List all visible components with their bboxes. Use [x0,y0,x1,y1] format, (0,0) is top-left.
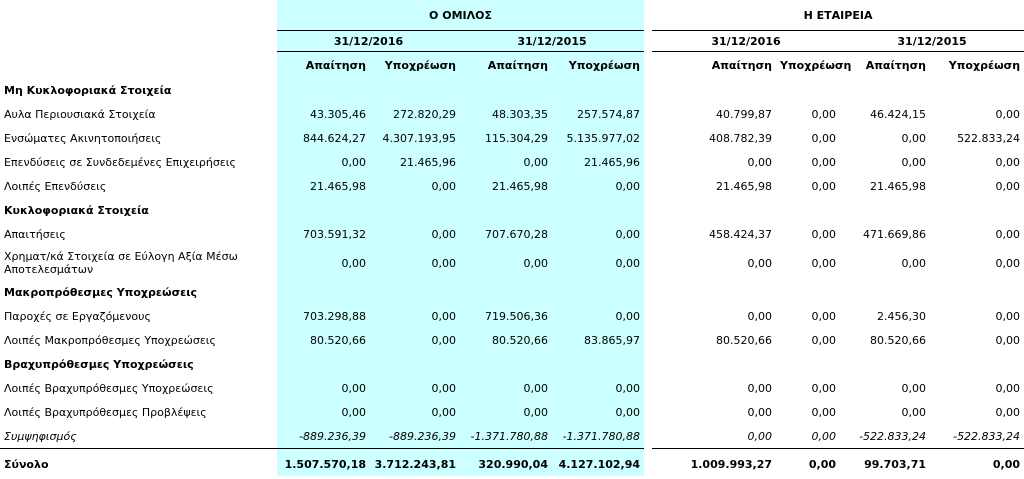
value-cell: 21.465,98 [277,174,370,198]
empty-cell [370,198,460,222]
value-cell: 0,00 [370,328,460,352]
table-row [0,328,1024,352]
date-header: 31/12/2016 [652,31,840,52]
value-cell: 0,00 [930,376,1024,400]
empty-cell [552,78,644,102]
empty-cell [277,198,370,222]
value-cell: 0,00 [930,102,1024,126]
value-cell: 0,00 [460,246,552,280]
empty-cell [460,280,552,304]
value-cell: 0,00 [776,400,840,424]
header-gap [644,0,652,31]
value-cell: 408.782,39 [652,126,776,150]
value-cell: 0,00 [776,174,840,198]
section-label: Μη Κυκλοφοριακά Στοιχεία [0,78,277,102]
value-cell: 0,00 [460,150,552,174]
value-cell: 707.670,28 [460,222,552,246]
section-row [0,78,1024,102]
value-cell: 0,00 [277,150,370,174]
row-label: Συμψηφισμός [0,424,277,449]
value-cell: 21.465,96 [552,150,644,174]
value-cell: 80.520,66 [460,328,552,352]
table-row [0,376,1024,400]
value-cell: 21.465,98 [460,174,552,198]
empty-cell [840,280,930,304]
row-label: Επενδύσεις σε Συνδεδεμένες Επιχειρήσεις [0,150,277,174]
column-header: Απαίτηση [460,52,552,79]
value-cell: 83.865,97 [552,328,644,352]
column-gap [644,150,652,174]
empty-cell [552,280,644,304]
table-row [0,304,1024,328]
row-label: Λοιπές Μακροπρόθεσμες Υποχρεώσεις [0,328,277,352]
value-cell: 257.574,87 [552,102,644,126]
empty-cell [460,198,552,222]
table-row [0,222,1024,246]
value-cell: 0,00 [370,304,460,328]
empty-cell [460,78,552,102]
header-gap [644,52,652,79]
value-cell: 0,00 [776,304,840,328]
section-label: Μακροπρόθεσμες Υποχρεώσεις [0,280,277,304]
value-cell: 0,00 [370,400,460,424]
empty-cell [644,198,652,222]
column-header: Υποχρέωση [776,52,840,79]
row-label: Παροχές σε Εργαζόμενους [0,304,277,328]
table-row [0,424,1024,449]
value-cell: 458.424,37 [652,222,776,246]
empty-cell [652,352,776,376]
column-header: Απαίτηση [840,52,930,79]
value-cell: 272.820,29 [370,102,460,126]
table-row [0,102,1024,126]
empty-cell [840,198,930,222]
column-gap [644,246,652,280]
empty-cell [644,280,652,304]
value-cell: -889.236,39 [277,424,370,449]
value-cell: 0,00 [776,222,840,246]
empty-cell [776,352,840,376]
table-row [0,126,1024,150]
column-header: Υποχρέωση [370,52,460,79]
value-cell: 0,00 [840,246,930,280]
empty-cell [370,280,460,304]
value-cell: 0,00 [776,126,840,150]
value-cell: 0,00 [930,222,1024,246]
empty-cell [930,352,1024,376]
section-label: Κυκλοφοριακά Στοιχεία [0,198,277,222]
column-gap [644,126,652,150]
column-header-row [0,52,1024,79]
total-value: 0,00 [930,449,1024,479]
empty-cell [460,352,552,376]
empty-cell [277,352,370,376]
column-gap [644,424,652,449]
total-value: 320.990,04 [460,449,552,479]
value-cell: 0,00 [552,246,644,280]
empty-cell [652,280,776,304]
empty-cell [552,198,644,222]
column-header: Απαίτηση [652,52,776,79]
empty-cell [930,78,1024,102]
value-cell: 0,00 [776,424,840,449]
value-cell: 0,00 [776,150,840,174]
value-cell: 0,00 [930,328,1024,352]
column-gap [644,449,652,479]
value-cell: 0,00 [776,102,840,126]
total-value: 99.703,71 [840,449,930,479]
column-gap [644,328,652,352]
value-cell: 0,00 [652,376,776,400]
value-cell: 2.456,30 [840,304,930,328]
total-row [0,449,1024,479]
value-cell: 0,00 [776,328,840,352]
empty-cell [930,198,1024,222]
date-header: 31/12/2015 [460,31,644,52]
table-body [0,78,1024,479]
value-cell: 0,00 [370,222,460,246]
value-cell: 471.669,86 [840,222,930,246]
row-label: Λοιπές Βραχυπρόθεσμες Υποχρεώσεις [0,376,277,400]
value-cell: 21.465,98 [840,174,930,198]
value-cell: 43.305,46 [277,102,370,126]
total-value: 3.712.243,81 [370,449,460,479]
column-gap [644,174,652,198]
empty-cell [370,78,460,102]
table-row [0,150,1024,174]
total-value: 1.507.570,18 [277,449,370,479]
value-cell: 4.307.193,95 [370,126,460,150]
empty-cell [776,280,840,304]
value-cell: 0,00 [652,424,776,449]
table-row [0,400,1024,424]
value-cell: 5.135.977,02 [552,126,644,150]
column-header: Υποχρέωση [552,52,644,79]
value-cell: 46.424,15 [840,102,930,126]
row-label: Λοιπές Επενδύσεις [0,174,277,198]
empty-cell [370,352,460,376]
total-value: 4.127.102,94 [552,449,644,479]
section-label: Βραχυπρόθεσμες Υποχρεώσεις [0,352,277,376]
value-cell: 0,00 [460,376,552,400]
value-cell: 0,00 [552,400,644,424]
row-label: Χρηματ/κά Στοιχεία σε Εύλογη Αξία Μέσω Αποτελεσμάτων [0,246,277,280]
header-blank [0,0,277,31]
value-cell: -522.833,24 [930,424,1024,449]
value-cell: 719.506,36 [460,304,552,328]
value-cell: 0,00 [552,304,644,328]
value-cell: 0,00 [776,246,840,280]
total-value: 1.009.993,27 [652,449,776,479]
value-cell: 0,00 [552,222,644,246]
empty-cell [644,352,652,376]
date-header-row [0,31,1024,52]
value-cell: 0,00 [930,400,1024,424]
value-cell: 0,00 [776,376,840,400]
column-header: Υποχρέωση [930,52,1024,79]
column-gap [644,102,652,126]
section-row [0,280,1024,304]
column-gap [644,376,652,400]
empty-cell [776,78,840,102]
value-cell: 844.624,27 [277,126,370,150]
value-cell: 80.520,66 [652,328,776,352]
empty-cell [652,78,776,102]
value-cell: 0,00 [930,304,1024,328]
value-cell: 0,00 [652,150,776,174]
empty-cell [776,198,840,222]
column-gap [644,400,652,424]
header-gap [644,31,652,52]
section-row [0,352,1024,376]
group-header: Ο ΟΜΙΛΟΣ [277,0,644,31]
value-cell: 0,00 [652,246,776,280]
table-row [0,246,1024,280]
value-cell: 0,00 [840,126,930,150]
value-cell: 0,00 [552,174,644,198]
row-label: Αυλα Περιουσιακά Στοιχεία [0,102,277,126]
column-gap [644,222,652,246]
value-cell: -1.371.780,88 [460,424,552,449]
value-cell: 0,00 [370,376,460,400]
header-blank [0,31,277,52]
date-header: 31/12/2016 [277,31,460,52]
value-cell: 48.303,35 [460,102,552,126]
value-cell: 0,00 [370,174,460,198]
value-cell: 0,00 [840,400,930,424]
value-cell: -1.371.780,88 [552,424,644,449]
entity-header-row [0,0,1024,31]
empty-cell [644,78,652,102]
value-cell: 115.304,29 [460,126,552,150]
value-cell: 0,00 [840,150,930,174]
empty-cell [930,280,1024,304]
total-value: 0,00 [776,449,840,479]
empty-cell [840,78,930,102]
column-gap [644,304,652,328]
empty-cell [652,198,776,222]
value-cell: 80.520,66 [277,328,370,352]
value-cell: 0,00 [930,150,1024,174]
value-cell: 80.520,66 [840,328,930,352]
column-header: Απαίτηση [277,52,370,79]
value-cell: 0,00 [460,400,552,424]
value-cell: 0,00 [277,376,370,400]
date-header: 31/12/2015 [840,31,1024,52]
value-cell: 0,00 [277,246,370,280]
value-cell: -889.236,39 [370,424,460,449]
value-cell: 0,00 [277,400,370,424]
value-cell: 0,00 [552,376,644,400]
value-cell: 0,00 [652,400,776,424]
value-cell: 0,00 [652,304,776,328]
value-cell: 0,00 [930,174,1024,198]
row-label: Απαιτήσεις [0,222,277,246]
value-cell: 0,00 [840,376,930,400]
empty-cell [840,352,930,376]
value-cell: 0,00 [370,246,460,280]
value-cell: 703.298,88 [277,304,370,328]
company-header: Η ΕΤΑΙΡΕΙΑ [652,0,1024,31]
value-cell: 522.833,24 [930,126,1024,150]
value-cell: 21.465,98 [652,174,776,198]
section-row [0,198,1024,222]
header-blank [0,52,277,79]
value-cell: 703.591,32 [277,222,370,246]
value-cell: 40.799,87 [652,102,776,126]
empty-cell [277,280,370,304]
value-cell: -522.833,24 [840,424,930,449]
empty-cell [277,78,370,102]
value-cell: 0,00 [930,246,1024,280]
row-label: Λοιπές Βραχυπρόθεσμες Προβλέψεις [0,400,277,424]
empty-cell [552,352,644,376]
total-label: Σύνολο [0,449,277,479]
row-label: Ενσώματες Ακινητοποιήσεις [0,126,277,150]
value-cell: 21.465,96 [370,150,460,174]
table-row [0,174,1024,198]
